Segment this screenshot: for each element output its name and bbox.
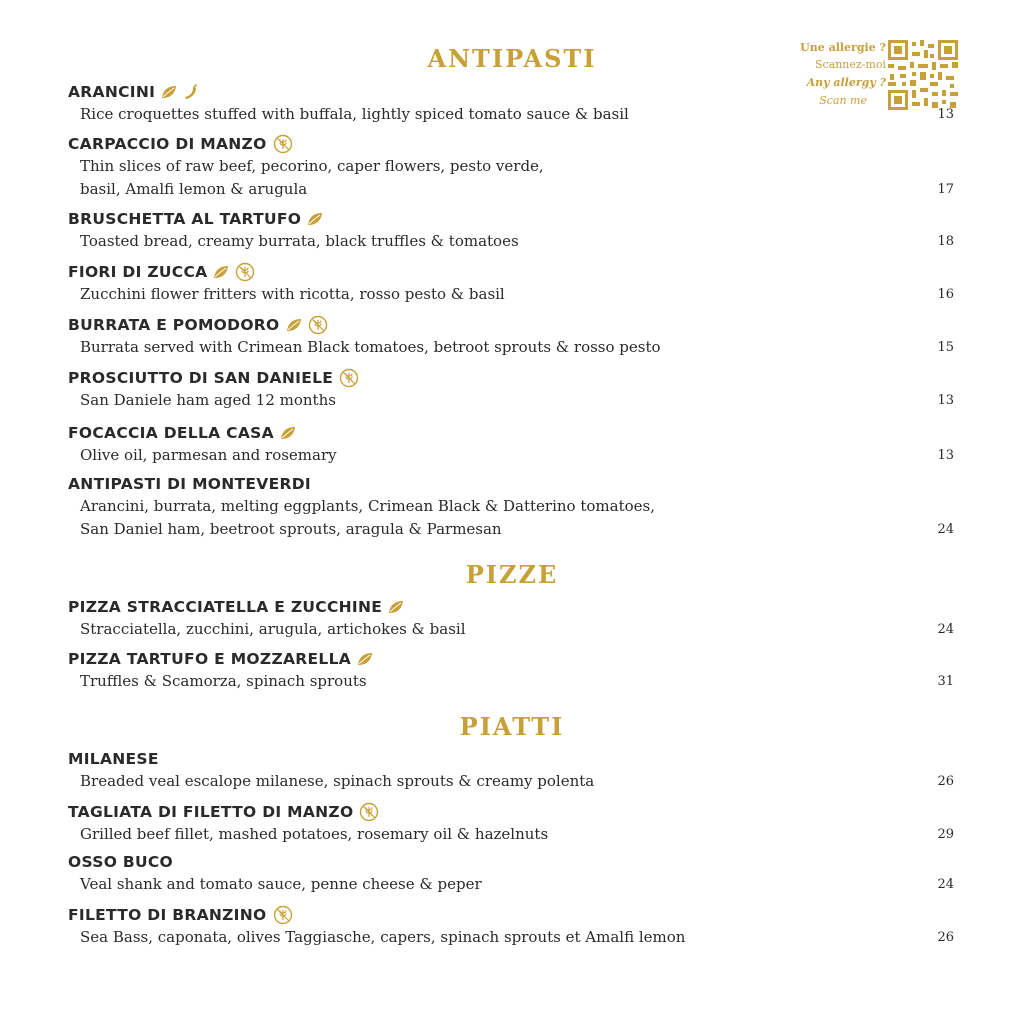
- menu-item-antipasti-monteverdi: [68, 473, 956, 541]
- section-title-pizze: PIZZE: [465, 560, 559, 589]
- item-description: Breaded veal escalope milanese, spinach sprouts & creamy polenta: [80, 772, 595, 790]
- item-description-line2: basil, Amalfi lemon & arugula: [80, 180, 308, 198]
- item-price: 31: [937, 674, 954, 689]
- allergy-scan-en: Scan me: [819, 94, 867, 107]
- menu-item-prosciutto: [68, 367, 956, 412]
- item-name: FILETTO DI BRANZINO: [68, 906, 267, 924]
- menu-item-tagliata: [68, 801, 956, 846]
- item-price: 26: [937, 930, 954, 945]
- item-description: Veal shank and tomato sauce, penne cheese & peper: [80, 875, 482, 893]
- menu-item-osso-buco: [68, 851, 956, 896]
- item-description: Sea Bass, caponata, olives Taggiasche, capers, spinach sprouts et Amalfi lemon: [80, 928, 686, 946]
- vegetarian-leaf-icon: [213, 265, 229, 279]
- item-description: Rice croquettes stuffed with buffala, lightly spiced tomato sauce & basil: [80, 105, 629, 123]
- item-name: PIZZA TARTUFO E MOZZARELLA: [68, 650, 352, 668]
- gluten-free-icon: [273, 905, 293, 925]
- allergy-text-fr: Une allergie ?: [800, 41, 886, 54]
- allergy-text-en: Any allergy ?: [806, 76, 886, 89]
- vegetarian-leaf-icon: [357, 652, 373, 666]
- item-name: FOCACCIA DELLA CASA: [68, 424, 274, 442]
- menu-item-focaccia: [68, 422, 956, 467]
- gluten-free-icon: [339, 368, 359, 388]
- item-description: Burrata served with Crimean Black tomatoes, betroot sprouts & rosso pesto: [80, 338, 661, 356]
- item-price: 15: [937, 340, 954, 355]
- menu-item-pizza-stracciatella: [68, 596, 956, 641]
- item-name: CARPACCIO DI MANZO: [68, 135, 267, 153]
- menu-item-milanese: [68, 748, 956, 793]
- menu-item-arancini: [68, 81, 956, 126]
- vegetarian-leaf-icon: [161, 85, 177, 99]
- item-price: 13: [937, 448, 954, 463]
- item-name: TAGLIATA DI FILETTO DI MANZO: [68, 803, 354, 821]
- item-description: Zucchini flower fritters with ricotta, rosso pesto & basil: [80, 285, 505, 303]
- menu-item-burrata: [68, 314, 956, 359]
- section-title-antipasti: ANTIPASTI: [427, 44, 597, 73]
- vegetarian-leaf-icon: [280, 426, 296, 440]
- item-description: Olive oil, parmesan and rosemary: [80, 446, 337, 464]
- gluten-free-icon: [273, 134, 293, 154]
- item-description-line2: San Daniel ham, beetroot sprouts, aragula & Parmesan: [80, 520, 502, 538]
- gluten-free-icon: [359, 802, 379, 822]
- item-price: 13: [937, 107, 954, 122]
- section-title-piatti: PIATTI: [459, 712, 565, 741]
- item-description: Truffles & Scamorza, spinach sprouts: [80, 672, 367, 690]
- item-price: 26: [937, 774, 954, 789]
- menu-item-carpaccio: [68, 133, 956, 201]
- menu-item-bruschetta: [68, 208, 956, 253]
- menu-item-pizza-tartufo: [68, 648, 956, 693]
- menu-item-filetto-branzino: [68, 904, 956, 949]
- item-price: 13: [937, 393, 954, 408]
- vegetarian-leaf-icon: [307, 212, 323, 226]
- item-name: FIORI DI ZUCCA: [68, 263, 208, 281]
- item-description: Toasted bread, creamy burrata, black truffles & tomatoes: [80, 232, 519, 250]
- spicy-chili-icon: [183, 84, 199, 100]
- menu-item-fiori-di-zucca: [68, 261, 956, 306]
- item-price: 17: [937, 182, 954, 197]
- item-description-line1: Arancini, burrata, melting eggplants, Crimean Black & Datterino tomatoes,: [80, 497, 655, 515]
- item-name: OSSO BUCO: [68, 853, 174, 871]
- item-name: BURRATA E POMODORO: [68, 316, 280, 334]
- item-name: PIZZA STRACCIATELLA E ZUCCHINE: [68, 598, 383, 616]
- item-description: Grilled beef fillet, mashed potatoes, rosemary oil & hazelnuts: [80, 825, 549, 843]
- item-price: 18: [937, 234, 954, 249]
- item-description: San Daniele ham aged 12 months: [80, 391, 336, 409]
- vegetarian-leaf-icon: [388, 600, 404, 614]
- vegetarian-leaf-icon: [286, 318, 302, 332]
- item-price: 16: [937, 287, 954, 302]
- item-name: PROSCIUTTO DI SAN DANIELE: [68, 369, 334, 387]
- item-description-line1: Thin slices of raw beef, pecorino, caper flowers, pesto verde,: [80, 157, 544, 175]
- gluten-free-icon: [308, 315, 328, 335]
- item-name: MILANESE: [68, 750, 159, 768]
- item-price: 24: [937, 522, 954, 537]
- item-price: 24: [937, 877, 954, 892]
- item-name: ANTIPASTI DI MONTEVERDI: [68, 475, 311, 493]
- item-price: 29: [937, 827, 954, 842]
- item-name: BRUSCHETTA AL TARTUFO: [68, 210, 302, 228]
- item-name: ARANCINI: [68, 83, 156, 101]
- item-price: 24: [937, 622, 954, 637]
- gluten-free-icon: [235, 262, 255, 282]
- item-description: Stracciatella, zucchini, arugula, artichokes & basil: [80, 620, 466, 638]
- allergy-scan-fr: Scannez-moi: [814, 58, 886, 71]
